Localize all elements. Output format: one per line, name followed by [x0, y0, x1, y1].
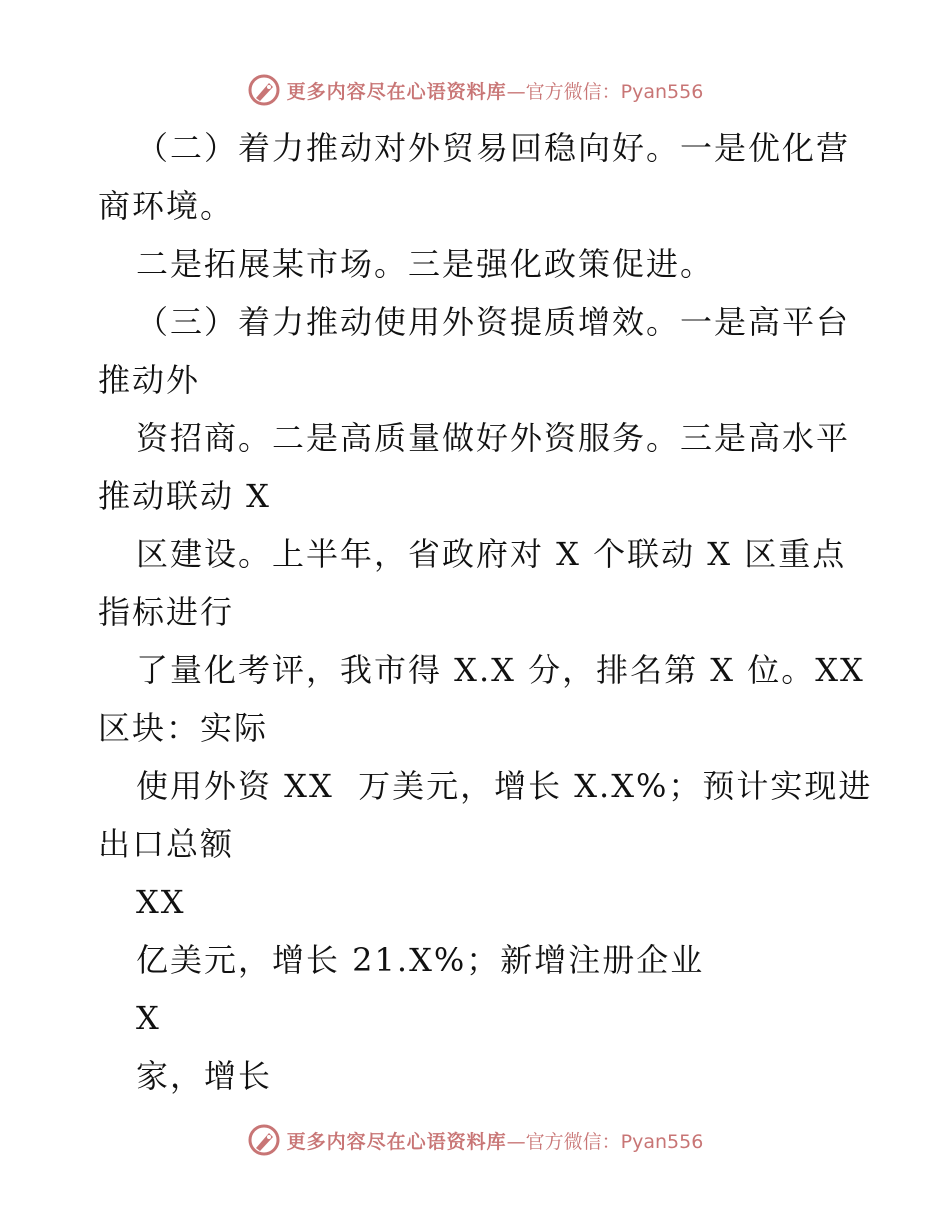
body-line: 商环境。	[98, 187, 235, 225]
watermark-contact: —官方微信：Pyan556	[506, 80, 704, 103]
watermark-contact: —官方微信：Pyan556	[506, 1130, 704, 1153]
body-line: 了量化考评，我市得 X.X 分，排名第 X 位。XX	[136, 651, 865, 689]
watermark-header	[0, 70, 950, 110]
body-line: 亿美元，增长 21.X%；新增注册企业	[136, 941, 705, 979]
body-line: 资招商。二是高质量做好外资服务。三是高水平	[136, 419, 851, 457]
body-line: X	[136, 999, 161, 1037]
body-line: 推动联动 X	[98, 477, 271, 515]
pen-nib-logo-icon	[247, 73, 281, 107]
body-line: XX	[136, 883, 186, 921]
body-line: 区块：实际	[98, 709, 269, 747]
body-line: （二）着力推动对外贸易回稳向好。一是优化营	[136, 129, 851, 167]
watermark-text: 更多内容尽在心语资料库	[286, 80, 507, 103]
body-line: 指标进行	[98, 593, 235, 631]
body-line: 推动外	[98, 361, 201, 399]
body-line: 家，增长	[136, 1057, 273, 1095]
body-line: 二是拓展某市场。三是强化政策促进。	[136, 245, 715, 283]
watermark-text: 更多内容尽在心语资料库	[286, 1130, 507, 1153]
body-line: 使用外资 XX 万美元，增长 X.X%；预计实现进	[136, 767, 873, 805]
body-line: 出口总额	[98, 825, 235, 863]
watermark-footer	[0, 1120, 950, 1160]
pen-nib-logo-icon	[247, 1123, 281, 1157]
body-line: （三）着力推动使用外资提质增效。一是高平台	[136, 303, 851, 341]
body-line: 区建设。上半年，省政府对 X 个联动 X 区重点	[136, 535, 847, 573]
